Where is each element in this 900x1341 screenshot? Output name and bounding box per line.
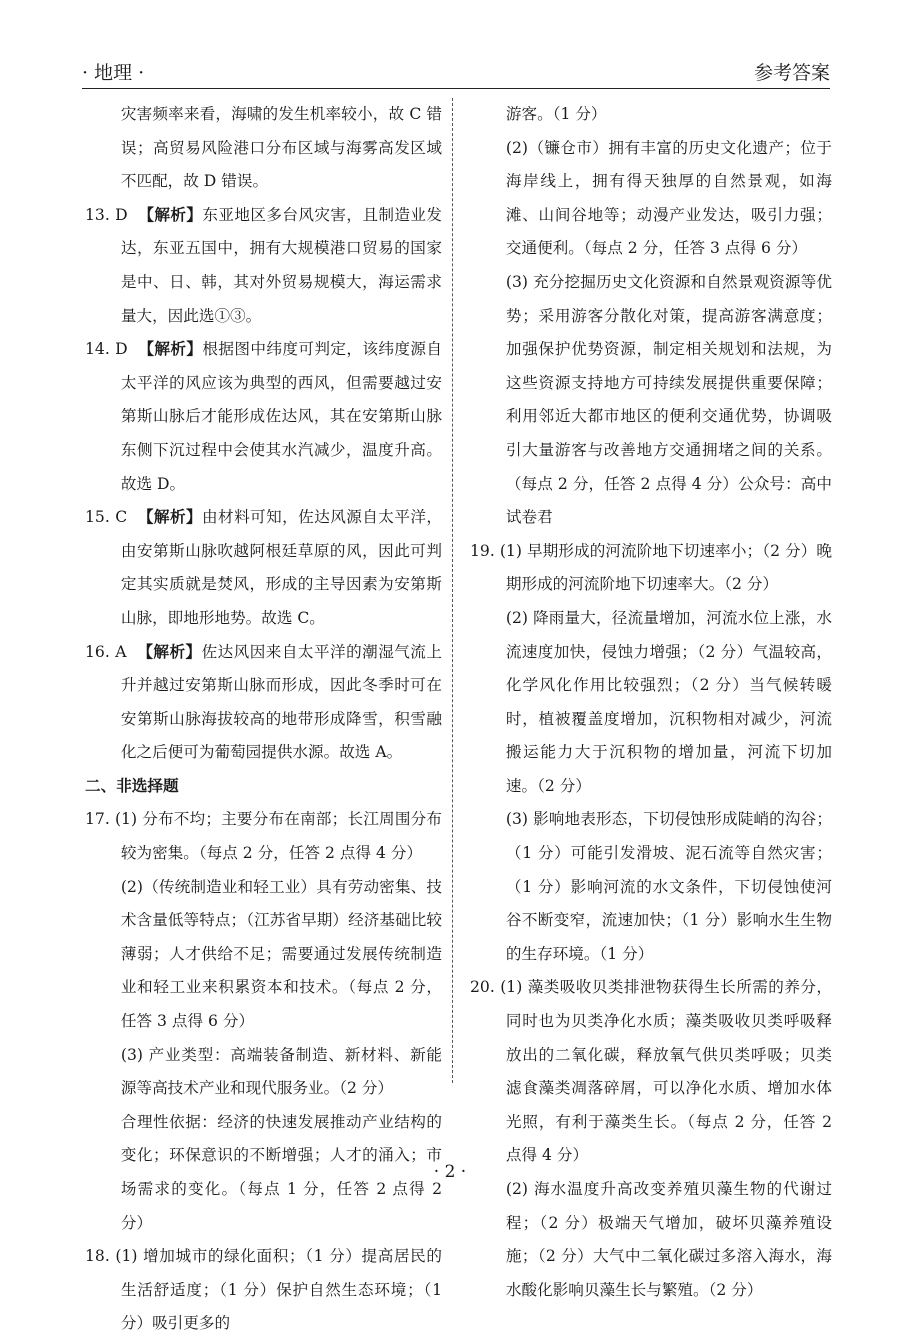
answer-14 <box>85 333 442 501</box>
answer-18-2: (2)（镰仓市）拥有丰富的历史文化遗产；位于海岸线上，拥有得天独厚的自然景观，如海滩、山间谷地等；动漫产业发达，吸引力强；交通便利。（每点 2 分，任答 3 点得 6 分） <box>505 138 832 258</box>
answer-12-continuation: 灾害频率来看，海啸的发生机率较小，故 C 错误；高贸易风险港口分布区域与海雾高发区域不匹配，故 D 错误。 <box>120 105 442 191</box>
analysis-tag: 【解析】 <box>137 508 203 527</box>
answer-17-3-basis: 合理性依据：经济的快速发展推动产业结构的变化；环保意识的不断增强；人才的涌入；市场需求的变化。（每点 1 分，任答 2 点得 2 分） <box>120 1112 442 1232</box>
subject-label: · 地理 · <box>82 62 145 84</box>
answer-18-3: (3) 充分挖掘历史文化资源和自然景观资源等优势；采用游客分散化对策，提高游客满意度；加强保护优势资源，制定相关规划和法规，为这些资源支持地方可持续发展提供重要保障；利用邻近大都市地区的便利交通优势，协调吸引大量游客与改善地方交通拥堵之间的关系。（每点 2 分，任答 2 点得 4 分）公众号：高中试卷君 <box>505 272 832 527</box>
analysis-tag: 【解析】 <box>138 340 203 359</box>
answer-14-number: 14. D <box>85 340 128 359</box>
left-column <box>85 98 442 1341</box>
analysis-tag: 【解析】 <box>137 642 202 661</box>
answer-13-number: 13. D <box>85 205 128 224</box>
answer-15-number: 15. C <box>85 508 128 527</box>
answer-16-text: 佐达风因来自太平洋的潮湿气流上升并越过安第斯山脉而形成，因此冬季时可在安第斯山脉海拔较高的地带形成降雪，积雪融化之后便可为葡萄园提供水源。故选 A。 <box>120 642 442 762</box>
page-number: · 2 · <box>433 1162 467 1182</box>
answer-17-3: (3) 产业类型：高端装备制造、新材料、新能源等高技术产业和现代服务业。（2 分） <box>120 1045 442 1098</box>
answer-16-number: 16. A <box>85 642 127 661</box>
answer-19-2: (2) 降雨量大，径流量增加，河流水位上涨，水流速度加快，侵蚀力增强；（2 分）气温较高，化学风化作用比较强烈；（2 分）当气候转暖时，植被覆盖度增加，沉积物相对减少，河流搬运能力大于沉积物的增加量，河流下切加速。（2 分） <box>505 608 832 795</box>
answer-18-1-continuation: 游客。（1 分） <box>505 105 607 123</box>
analysis-tag: 【解析】 <box>138 205 203 224</box>
header-title: 参考答案 <box>753 62 830 84</box>
answer-14-text: 根据图中纬度可判定，该纬度源自太平洋的风应该为典型的西风，但需要越过安第斯山脉后才能形成佐达风，其在安第斯山脉东侧下沉过程中会使其水汽减少，温度升高。故选 D。 <box>120 340 442 493</box>
header-rule <box>82 88 830 89</box>
answer-13-text: 东亚地区多台风灾害，且制造业发达，东亚五国中，拥有大规模港口贸易的国家是中、日、韩，其对外贸易规模大，海运需求量大，因此选①③。 <box>120 205 442 325</box>
section-heading: 二、非选择题 <box>85 776 179 795</box>
page-header <box>82 58 830 88</box>
column-divider <box>452 98 453 1083</box>
answer-19-3: (3) 影响地表形态，下切侵蚀形成陡峭的沟谷；（1 分）可能引发滑坡、泥石流等自然灾害；（1 分）影响河流的水文条件，下切侵蚀使河谷不断变窄，流速加快；（1 分）影响水生生物的生存环境。（1 分） <box>505 810 832 963</box>
answer-15-text: 由材料可知，佐达风源自太平洋，由安第斯山脉吹越阿根廷草原的风，因此可判定其实质就是焚风，形成的主导因素为安第斯山脉，即地形地势。故选 C。 <box>120 508 442 627</box>
answer-13 <box>85 199 442 333</box>
answer-17-1: 17. (1) 分布不均；主要分布在南部；长江周围分布较为密集。（每点 2 分，任答 2 点得 4 分） <box>85 810 442 863</box>
answer-20-1: 20. (1) 藻类吸收贝类排泄物获得生长所需的养分，同时也为贝类净化水质；藻类吸收贝类呼吸释放出的二氧化碳，释放氧气供贝类呼吸；贝类滤食藻类凋落碎屑，可以净化水质、增加水体光照，有利于藻类生长。（每点 2 分，任答 2 点得 4 分） <box>470 978 832 1165</box>
answer-15 <box>85 501 442 635</box>
answer-20-2: (2) 海水温度升高改变养殖贝藻生物的代谢过程；（2 分）极端天气增加，破坏贝藻养殖设施；（2 分）大气中二氧化碳过多溶入海水，海水酸化影响贝藻生长与繁殖。（2 分） <box>505 1180 832 1299</box>
answer-16 <box>85 636 442 770</box>
answer-18-1: 18. (1) 增加城市的绿化面积；（1 分）提高居民的生活舒适度；（1 分）保护自然生态环境；（1 分）吸引更多的 <box>85 1247 442 1333</box>
answer-19-1: 19. (1) 早期形成的河流阶地下切速率小；（2 分）晚期形成的河流阶地下切速率大。（2 分） <box>470 541 832 594</box>
answer-17-2: (2)（传统制造业和轻工业）具有劳动密集、技术含量低等特点；（江苏省早期）经济基础比较薄弱；人才供给不足；需要通过发展传统制造业和轻工业来积累资本和技术。（每点 2 分，任答 3 点得 6 分） <box>120 877 442 1031</box>
right-column <box>470 98 832 1307</box>
